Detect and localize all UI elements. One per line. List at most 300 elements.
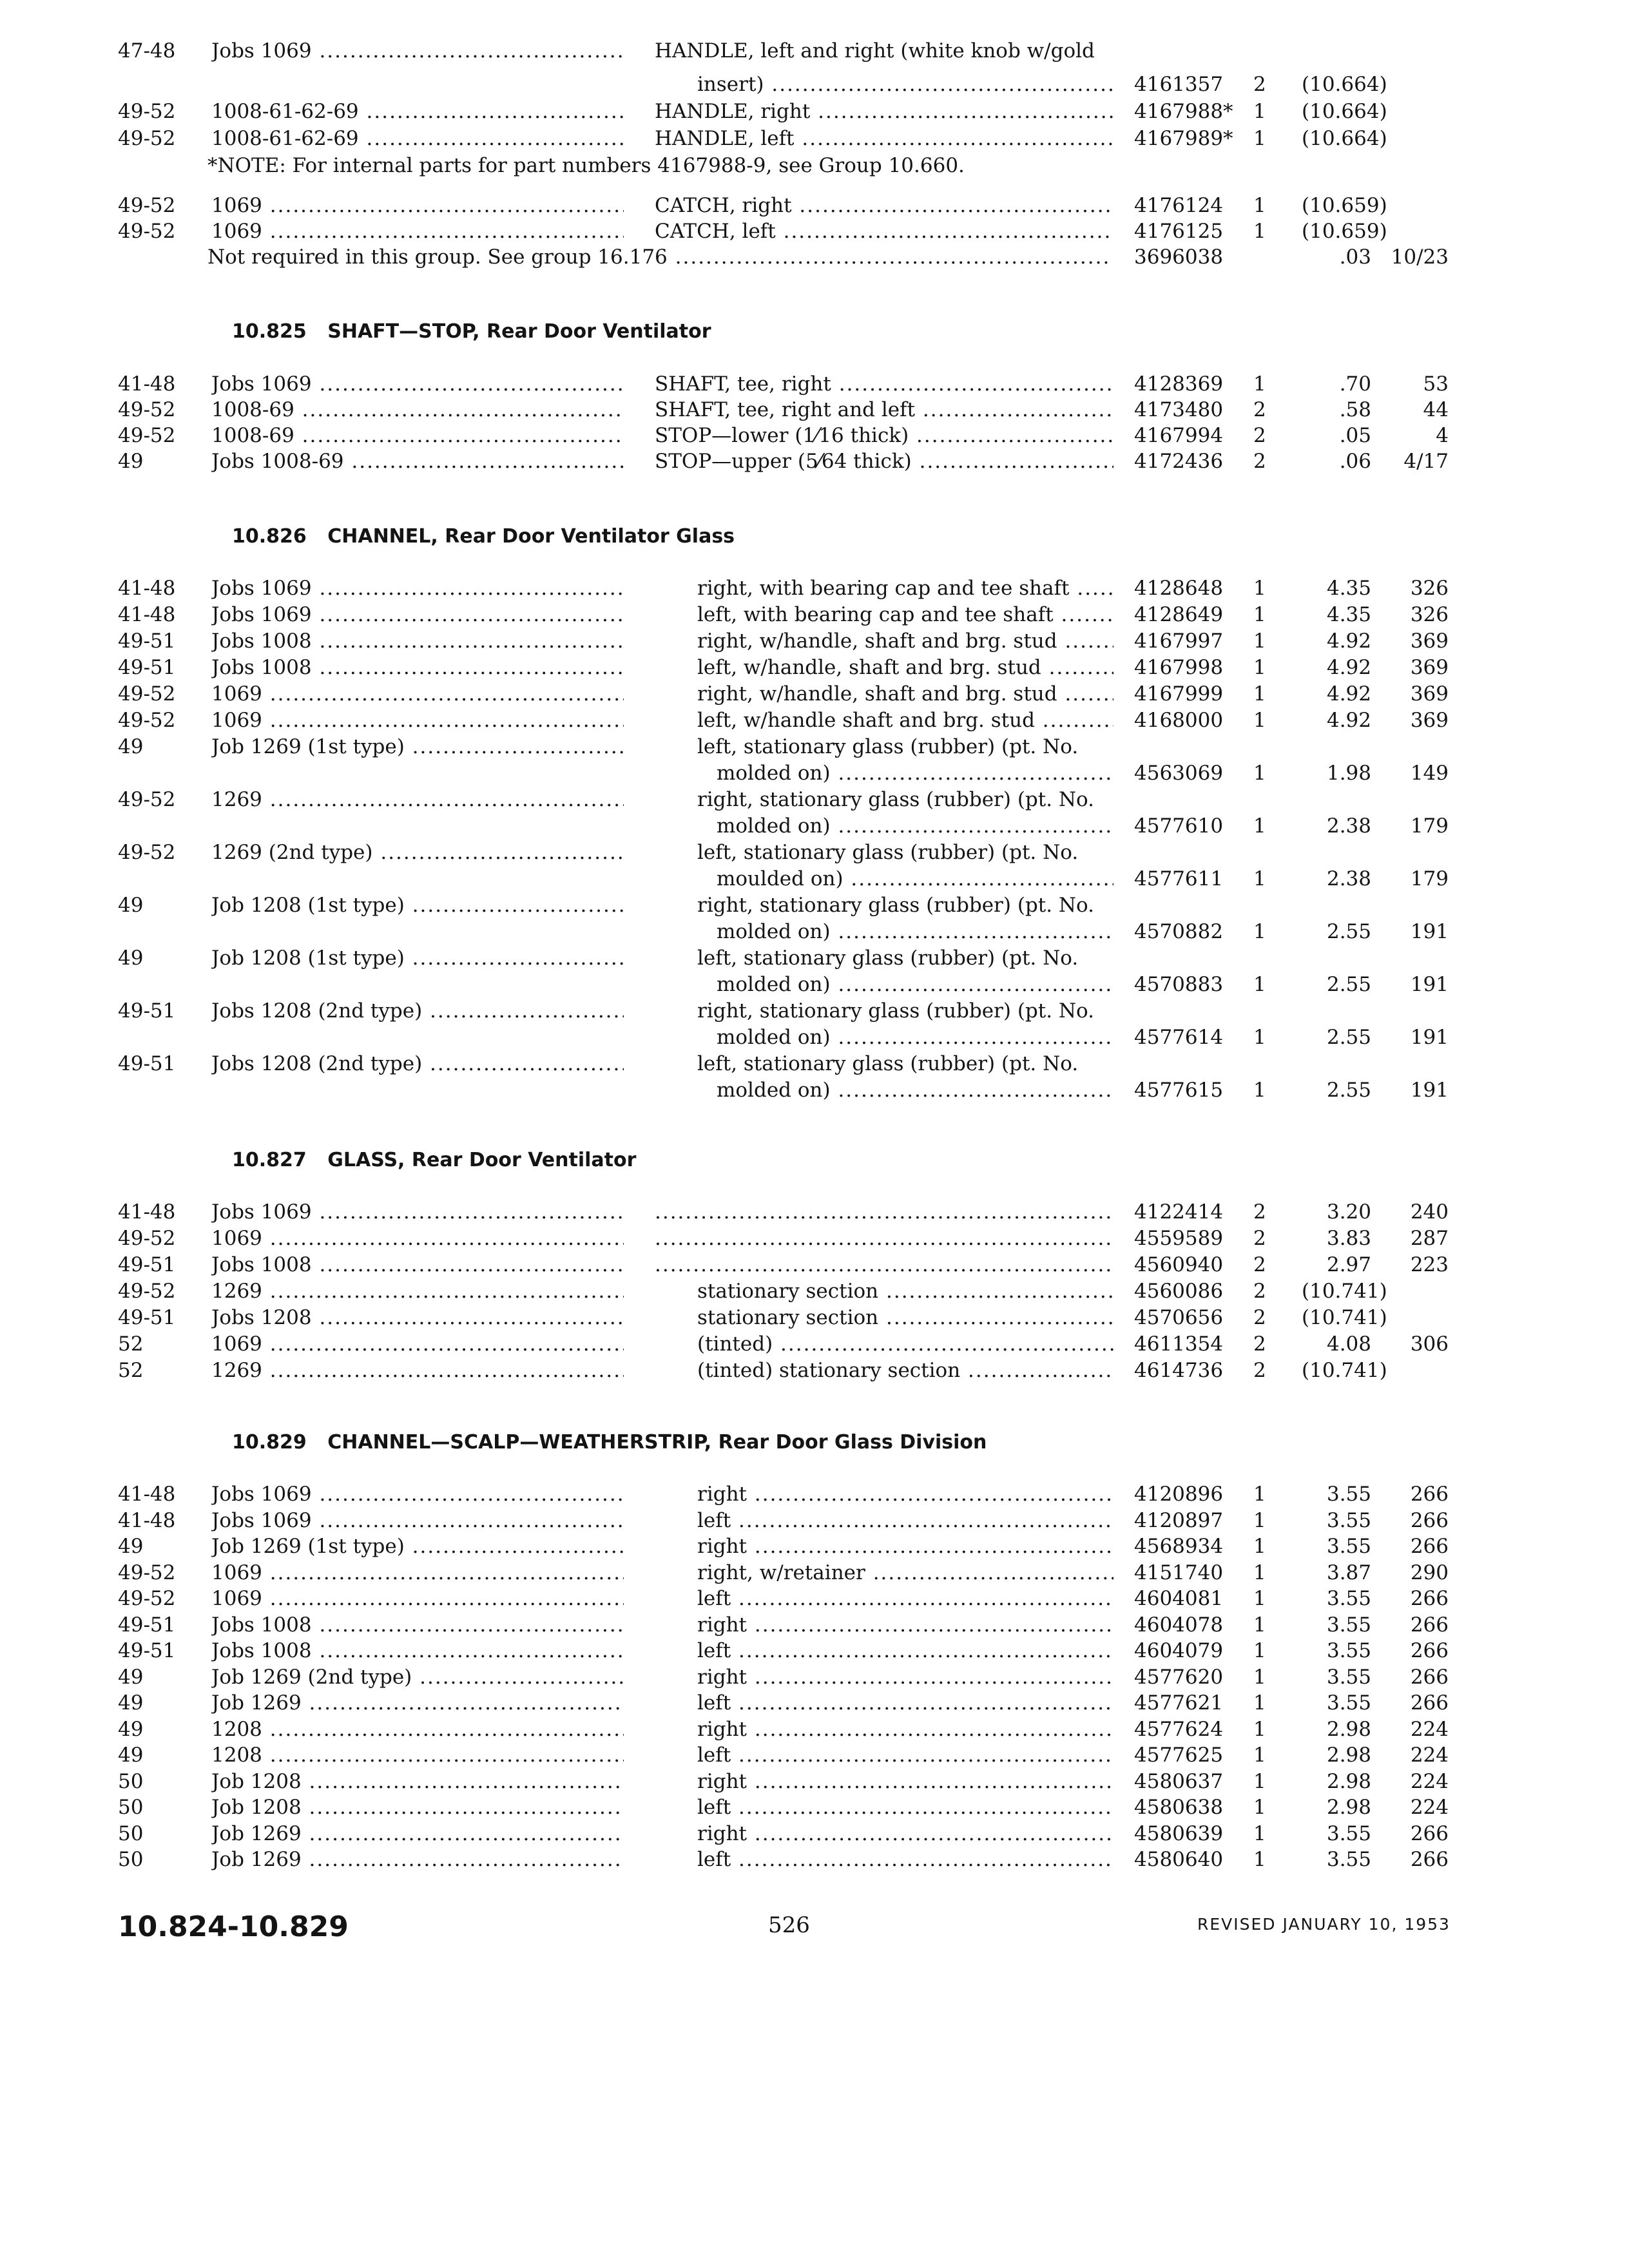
catalog-number: 191 [1410,920,1449,943]
quantity: 1 [1253,920,1266,943]
description: HANDLE, left and right (white knob w/gold [655,39,1095,62]
table-row [0,786,1629,813]
years: 49-51 [118,1306,176,1329]
table-row [0,1637,1629,1664]
years: 49 [118,1665,144,1689]
job-number: Jobs 1069 ..... [211,1198,624,1225]
price: 2.55 [1326,1079,1371,1102]
price: 3.55 [1326,1665,1371,1689]
job-number: Jobs 1208 ..... [211,1304,624,1331]
years: 49-52 [118,127,176,150]
description [655,1251,1113,1278]
catalog-number: 224 [1410,1717,1449,1741]
description: left ..... [697,1794,1113,1821]
table-row [0,1820,1629,1847]
description: (tinted) ..... [697,1331,1113,1358]
quantity: 1 [1253,1483,1266,1506]
table-row [0,1611,1629,1639]
price: 4.92 [1326,682,1371,706]
catalog-number: 266 [1410,1587,1449,1610]
description: right, stationary glass (rubber) (pt. No. [697,788,1095,811]
part-number: 4560940 [1134,1253,1224,1276]
description: CATCH, right ..... [655,192,1113,219]
part-number: 4570656 [1134,1306,1224,1329]
years: 41-48 [118,603,176,626]
part-number: 4128649 [1134,603,1224,626]
price: 2.98 [1326,1769,1371,1793]
job-number: 1008-69 ..... [211,422,624,449]
table-row-continued [0,812,1629,840]
part-number: 4570883 [1134,973,1224,996]
catalog-number: 179 [1410,867,1449,890]
table-row [0,422,1629,449]
catalog-number: 179 [1410,814,1449,838]
job-number: Jobs 1069 ..... [211,370,624,398]
description: STOP—upper (5⁄64 thick) ..... [655,448,1113,475]
table-row [0,1768,1629,1795]
price: 3.87 [1326,1561,1371,1584]
years: 49 [118,947,144,970]
years: 52 [118,1359,144,1382]
table-row [0,1559,1629,1586]
table-row-continued [0,865,1629,892]
price: 3.55 [1326,1848,1371,1871]
table-row [0,37,1629,64]
not-required-note: Not required in this group. See group 16.176 ..... [207,244,1110,271]
part-number: 4167988* [1134,100,1233,123]
years: 41-48 [118,372,176,396]
part-number: 4176125 [1134,220,1224,243]
years: 49-52 [118,100,176,123]
catalog-number: 306 [1410,1332,1449,1356]
price: (10.741) [1302,1306,1387,1329]
quantity: 1 [1253,1848,1266,1871]
part-number: 4120897 [1134,1508,1224,1532]
table-row [0,892,1629,919]
quantity: 2 [1253,424,1266,447]
years: 49 [118,1744,144,1767]
price: 3.55 [1326,1613,1371,1637]
years: 50 [118,1821,144,1845]
part-number: 4563069 [1134,762,1224,785]
description: SHAFT, tee, right and left ..... [655,396,1113,423]
catalog-number: 266 [1410,1613,1449,1637]
description: left ..... [697,1846,1113,1873]
catalog-number: 266 [1410,1508,1449,1532]
years: 49 [118,735,144,758]
section-subtitle: Rear Door Ventilator [411,1149,637,1171]
price: 4.35 [1326,603,1371,626]
catalog-number: 191 [1410,973,1449,996]
catalog-number: 4 [1436,424,1449,447]
description: STOP—lower (1⁄16 thick) ..... [655,422,1113,449]
table-row [0,628,1629,655]
job-number: Jobs 1208 (2nd type) ..... [211,1050,624,1077]
years: 47-48 [118,39,176,62]
price: 3.55 [1326,1587,1371,1610]
years: 49 [118,894,144,917]
description: right ..... [697,1820,1113,1847]
catalog-number: 266 [1410,1535,1449,1558]
table-row [0,654,1629,681]
years: 49-52 [118,220,176,243]
table-row [0,1507,1629,1534]
job-number: Job 1208 (1st type) ..... [211,892,624,919]
catalog-number: 191 [1410,1026,1449,1049]
quantity: 1 [1253,1796,1266,1819]
job-number: 1069 ..... [211,1225,624,1252]
quantity: 1 [1253,1587,1266,1610]
description: right ..... [697,1664,1113,1691]
quantity: 1 [1253,1665,1266,1689]
price: 2.98 [1326,1717,1371,1741]
years: 49-52 [118,709,176,732]
description: stationary section ..... [697,1278,1113,1305]
table-row [0,575,1629,602]
catalog-number: 369 [1410,709,1449,732]
description: left, w/handle, shaft and brg. stud ..... [697,654,1113,681]
table-row [0,1331,1629,1358]
description: left, stationary glass (rubber) (pt. No. [697,841,1079,864]
price: 3.83 [1326,1227,1371,1250]
description: left ..... [697,1637,1113,1664]
section-title: GLASS, [327,1149,405,1171]
job-number: Jobs 1008 ..... [211,1251,624,1278]
catalog-number: 369 [1410,629,1449,653]
price: 4.92 [1326,629,1371,653]
years: 52 [118,1332,144,1356]
description: left, stationary glass (rubber) (pt. No. [697,1052,1079,1075]
years: 49-51 [118,1052,176,1075]
part-number: 4560086 [1134,1280,1224,1303]
catalog-number: 44 [1423,398,1449,421]
job-number: 1069 ..... [211,1559,624,1586]
revised-date: REVISED JANUARY 10, 1953 [1197,1915,1451,1934]
job-number: Jobs 1008 ..... [211,1611,624,1639]
table-row [0,839,1629,866]
section-heading [232,1429,987,1456]
part-number: 4151740 [1134,1561,1224,1584]
table-row [0,1278,1629,1305]
part-number: 4176124 [1134,194,1224,217]
years: 49-52 [118,398,176,421]
price: 1.98 [1326,762,1371,785]
table-row [0,1664,1629,1691]
description: right, w/handle, shaft and brg. stud ..... [697,680,1113,707]
part-number: 4604081 [1134,1587,1224,1610]
years: 49-51 [118,629,176,653]
quantity: 2 [1253,1253,1266,1276]
description: left ..... [697,1585,1113,1612]
description-continued: molded on) ..... [717,1024,1113,1051]
quantity: 2 [1253,1332,1266,1356]
price: 2.98 [1326,1796,1371,1819]
years: 41-48 [118,1508,176,1532]
years: 41-48 [118,1200,176,1224]
part-number: 4577614 [1134,1026,1224,1049]
part-number: 4580638 [1134,1796,1224,1819]
years: 49-52 [118,1561,176,1584]
price: 3.55 [1326,1535,1371,1558]
part-number: 4128369 [1134,372,1224,396]
description-continued: molded on) ..... [717,1077,1113,1104]
price: .58 [1339,398,1371,421]
part-number: 4167998 [1134,656,1224,679]
years: 49 [118,450,144,473]
description: stationary section ..... [697,1304,1113,1331]
description: left, stationary glass (rubber) (pt. No. [697,947,1079,970]
quantity: 1 [1253,603,1266,626]
price: (10.741) [1302,1280,1387,1303]
catalog-number: 224 [1410,1744,1449,1767]
catalog-number: 223 [1410,1253,1449,1276]
quantity: 1 [1253,1744,1266,1767]
part-number: 4614736 [1134,1359,1224,1382]
table-row [0,370,1629,398]
job-number: Job 1269 (1st type) ..... [211,733,624,760]
table-row [0,1742,1629,1769]
part-number: 4604078 [1134,1613,1224,1637]
catalog-number: 290 [1410,1561,1449,1584]
footnote: *NOTE: For internal parts for part numbers 4167988-9, see Group 10.660. [207,154,965,177]
years: 49-52 [118,682,176,706]
job-number: Jobs 1208 (2nd type) ..... [211,997,624,1024]
quantity: 1 [1253,709,1266,732]
table-row [0,1689,1629,1716]
quantity: 1 [1253,1821,1266,1845]
section-heading [232,523,735,550]
job-number: 1208 ..... [211,1742,624,1769]
job-number: Job 1269 (2nd type) ..... [211,1664,624,1691]
job-number: Jobs 1008 ..... [211,654,624,681]
job-number: Jobs 1069 ..... [211,1481,624,1508]
job-number: Jobs 1069 ..... [211,1507,624,1534]
price: (10.664) [1302,73,1387,96]
price: .05 [1339,424,1371,447]
section-subtitle: Rear Door Glass Division [718,1431,987,1454]
job-number: 1069 ..... [211,1585,624,1612]
catalog-number: 266 [1410,1665,1449,1689]
years: 49-51 [118,1613,176,1637]
price: 3.20 [1326,1200,1371,1224]
job-number: Jobs 1069 ..... [211,601,624,628]
job-number: 1069 ..... [211,1331,624,1358]
description: SHAFT, tee, right ..... [655,370,1113,398]
description: right, w/retainer ..... [697,1559,1113,1586]
part-number: 4570882 [1134,920,1224,943]
price: 4.08 [1326,1332,1371,1356]
catalog-number: 326 [1410,603,1449,626]
table-row [0,680,1629,707]
table-row [0,448,1629,475]
part-number: 4122414 [1134,1200,1224,1224]
table-row-continued [0,1077,1629,1104]
years: 50 [118,1769,144,1793]
price: 2.98 [1326,1744,1371,1767]
price: 2.38 [1326,814,1371,838]
years: 49-52 [118,1587,176,1610]
job-number: Job 1208 ..... [211,1768,624,1795]
price: .06 [1339,450,1371,473]
price: (10.659) [1302,220,1387,243]
catalog-number: 266 [1410,1848,1449,1871]
description: right, stationary glass (rubber) (pt. No. [697,999,1095,1023]
description-continued: moulded on) ..... [717,865,1113,892]
years: 50 [118,1796,144,1819]
job-number: Jobs 1069 ..... [211,575,624,602]
table-row [0,244,1629,271]
quantity: 2 [1253,1280,1266,1303]
part-number: 4559589 [1134,1227,1224,1250]
part-number: 4577611 [1134,867,1224,890]
part-number: 4604079 [1134,1639,1224,1662]
price: 3.55 [1326,1508,1371,1532]
years: 49-52 [118,424,176,447]
quantity: 1 [1253,1717,1266,1741]
section-subtitle: Rear Door Ventilator [487,320,711,343]
quantity: 1 [1253,973,1266,996]
price: (10.741) [1302,1359,1387,1382]
catalog-number: 287 [1410,1227,1449,1250]
table-row-continued [0,918,1629,945]
description: left, with bearing cap and tee shaft ..... [697,601,1113,628]
table-row [0,1481,1629,1508]
job-number: Job 1269 ..... [211,1846,624,1873]
part-number: 4167999 [1134,682,1224,706]
catalog-number: 369 [1410,656,1449,679]
section-number: 10.829 [232,1431,307,1454]
job-number: Jobs 1008-69 ..... [211,448,624,475]
table-row [0,396,1629,423]
job-number: Job 1208 (1st type) ..... [211,945,624,972]
price: 2.55 [1326,920,1371,943]
quantity: 1 [1253,220,1266,243]
table-row [0,1357,1629,1384]
part-number: 4128648 [1134,577,1224,600]
quantity: 1 [1253,1026,1266,1049]
table-row [0,125,1629,152]
table-row [0,707,1629,734]
price: 2.55 [1326,1026,1371,1049]
job-number: 1069 ..... [211,680,624,707]
description-continued: molded on) ..... [717,760,1113,787]
part-number: 4568934 [1134,1535,1224,1558]
part-number: 4167989* [1134,127,1233,150]
quantity: 1 [1253,1561,1266,1584]
table-row [0,945,1629,972]
years: 41-48 [118,577,176,600]
years: 49 [118,1535,144,1558]
table-row [0,192,1629,219]
part-number: 4577624 [1134,1717,1224,1741]
price: 3.55 [1326,1691,1371,1715]
years: 49-51 [118,1639,176,1662]
table-row [0,1225,1629,1252]
part-number: 4167994 [1134,424,1224,447]
price: 3.55 [1326,1639,1371,1662]
job-number: 1008-61-62-69 ..... [211,98,624,125]
price: 2.97 [1326,1253,1371,1276]
job-number: 1208 ..... [211,1716,624,1743]
quantity: 1 [1253,1613,1266,1637]
table-row [0,1846,1629,1873]
price: 4.92 [1326,709,1371,732]
quantity: 2 [1253,73,1266,96]
price: 2.38 [1326,867,1371,890]
section-title: SHAFT—STOP, [327,320,480,343]
catalog-number: 53 [1423,372,1449,396]
job-number: 1008-69 ..... [211,396,624,423]
table-row [0,71,1629,98]
part-number: 4168000 [1134,709,1224,732]
description: (tinted) stationary section ..... [697,1357,1113,1384]
section-number: 10.827 [232,1149,307,1171]
quantity: 1 [1253,656,1266,679]
job-number: Jobs 1008 ..... [211,628,624,655]
quantity: 1 [1253,194,1266,217]
quantity: 1 [1253,1691,1266,1715]
job-number: 1069 ..... [211,218,624,245]
table-row [0,997,1629,1024]
years: 49-52 [118,788,176,811]
catalog-number: 266 [1410,1483,1449,1506]
table-row [0,1794,1629,1821]
job-number: Job 1269 ..... [211,1689,624,1716]
job-number: 1069 ..... [211,192,624,219]
table-row [0,1198,1629,1225]
part-number: 4167997 [1134,629,1224,653]
table-row [0,1533,1629,1560]
quantity: 2 [1253,450,1266,473]
table-row [0,98,1629,125]
table-row-continued [0,971,1629,998]
table-row [0,601,1629,628]
description: CATCH, left ..... [655,218,1113,245]
description-continued: molded on) ..... [717,812,1113,840]
quantity: 1 [1253,1535,1266,1558]
table-row [0,218,1629,245]
catalog-number: 240 [1410,1200,1449,1224]
price: 3.55 [1326,1483,1371,1506]
years: 49-51 [118,999,176,1023]
table-row [0,1251,1629,1278]
description [655,1198,1113,1225]
quantity: 2 [1253,1359,1266,1382]
section-heading [232,1147,636,1174]
years: 49-52 [118,841,176,864]
part-number: 4161357 [1134,73,1224,96]
catalog-number: 191 [1410,1079,1449,1102]
part-number: 4580640 [1134,1848,1224,1871]
quantity: 1 [1253,1079,1266,1102]
price: 2.55 [1326,973,1371,996]
description-continued: insert) ..... [697,71,1113,98]
catalog-number: 224 [1410,1796,1449,1819]
job-number: Job 1208 ..... [211,1794,624,1821]
description-continued: molded on) ..... [717,971,1113,998]
years: 49-51 [118,1253,176,1276]
quantity: 1 [1253,762,1266,785]
price: .70 [1339,372,1371,396]
years: 49 [118,1691,144,1715]
quantity: 1 [1253,814,1266,838]
years: 49-52 [118,1280,176,1303]
job-number: 1269 ..... [211,1357,624,1384]
quantity: 2 [1253,1227,1266,1250]
catalog-number: 4/17 [1403,450,1449,473]
description: right ..... [697,1533,1113,1560]
years: 49-51 [118,656,176,679]
